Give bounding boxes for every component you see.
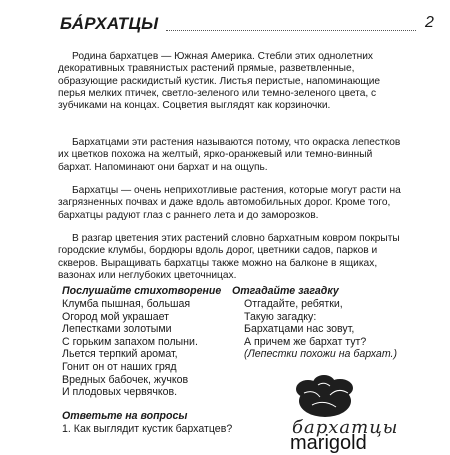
riddle-line: Такую загадку: <box>244 310 317 323</box>
poem-line: Гонит он от наших гряд <box>62 360 177 373</box>
dotted-rule <box>166 30 416 31</box>
marigold-flower-icon <box>290 375 360 417</box>
paragraph-name <box>58 137 401 174</box>
page-title: БА́РХАТЦЫ <box>60 14 159 33</box>
text-line: В разгар цветения этих растений словно бархатным ковром покрыты <box>72 233 400 244</box>
text-line: городские клумбы, бордюры вдоль дорог, цветники садов, парков и <box>58 245 378 257</box>
text-line: бархатцы радуют глаз с раннего лета и до заморозков. <box>58 209 319 221</box>
riddle-line: А причем же бархат тут? <box>244 335 367 348</box>
riddle-heading: Отгадайте загадку <box>232 285 339 297</box>
poem-line: Клумба пышная, большая <box>62 298 191 310</box>
page-number: 2 <box>425 14 434 31</box>
poem-line: И плодовых червячков. <box>62 386 178 399</box>
riddle-answer-hint: (Лепестки похожи на бархат.) <box>244 348 397 361</box>
script-caption: бархатцы <box>292 417 399 438</box>
text-line: перья мелких птичек, светло-зеленого или темно-зеленого цвета, с <box>58 87 377 99</box>
text-line: Бархатцами эти растения называются потому, что окраска лепестков <box>72 137 401 148</box>
paragraph-growing <box>58 233 398 282</box>
text-line: скверов. Выращивать бархатцы также можно на балконе в ящиках, <box>58 257 378 269</box>
text-line: бархат. Напоминают они бархат и на ощупь. <box>58 161 268 173</box>
poem-line: Льется терпкий аромат, <box>62 348 178 361</box>
poem-line: С горьким запахом полыни. <box>62 335 198 348</box>
text-line: их цветков похожа на желтый, ярко-оранжевый или темно-винный <box>58 149 373 161</box>
english-caption: marigold <box>290 432 367 454</box>
riddle-line: Отгадайте, ребятки, <box>244 298 343 310</box>
text-line: загрязненных почвах и даже вдоль автомобильных дорог. Кроме того, <box>58 197 391 209</box>
text-line: образующие раскидистый кустик. Листья перистые, напоминающие <box>58 75 381 87</box>
poem-line: Вредных бабочек, жучков <box>62 373 189 386</box>
questions-heading: Ответьте на вопросы <box>62 410 188 422</box>
riddle-text <box>244 298 397 361</box>
question-item: 1. Как выглядит кустик бархатцев? <box>62 423 233 435</box>
text-line: декоративных травянистых растений прямые, разветвленные, <box>58 63 355 75</box>
poem-line: Лепестками золотыми <box>62 323 172 336</box>
poem-line: Огород мой украшает <box>62 310 169 323</box>
paragraph-origin <box>58 51 398 112</box>
questions-list <box>62 423 232 436</box>
poem-heading: Послушайте стихотворение <box>62 285 222 297</box>
riddle-line: Бархатцами нас зовут, <box>244 323 355 336</box>
poem-text <box>62 298 198 399</box>
text-line: вазонах или неглубоких цветочницах. <box>58 269 237 281</box>
text-line: Родина бархатцев — Южная Америка. Стебли этих однолетних <box>72 51 374 62</box>
text-line: Бархатцы — очень неприхотливые растения, которые могут расти на <box>72 185 401 196</box>
paragraph-hardiness <box>58 185 401 222</box>
text-line: зубчиками на концах. Соцветия выглядят как корзиночки. <box>58 100 331 112</box>
page-header <box>60 14 434 40</box>
